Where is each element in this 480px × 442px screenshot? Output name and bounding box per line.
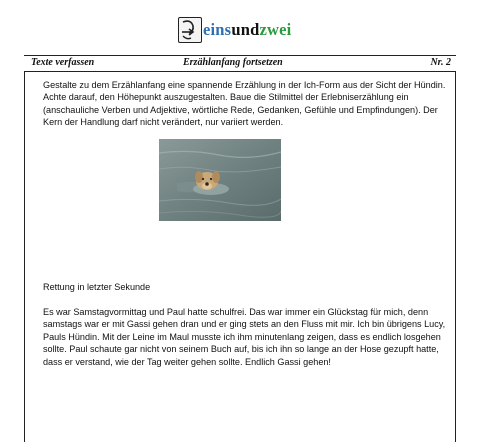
- logo: [178, 16, 291, 44]
- worksheet-header: [31, 57, 451, 71]
- story-text: Es war Samstagvormittag und Paul hatte schulfrei. Das war immer ein Glückstag für mich, denn samstags war er mit Gassi gehen dran und er ging stets an den Fluss mit mir. Ich bin übrigens Lucy, Pauls Hündin. Mit der Leine im Maul musste ich ihm minutenlang zeigen, dass es endlich losgehen sollte. Paul schaute gar nicht von seinem Buch auf, bis ich ihn so lange an der Hose gezupft hatte, dass er verstand, wie der Tag weiter gehen sollte. Endlich Gassi gehen!: [43, 307, 446, 367]
- worksheet-number: Nr. 2: [430, 57, 451, 68]
- worksheet-title: Erzählanfang fortsetzen: [183, 57, 283, 68]
- logo-text: einsundzwei: [203, 19, 292, 39]
- task-instructions: Gestalte zu dem Erzählanfang eine spannende Erzählung in der Ich-Form aus der Sicht der Hündin. Achte darauf, den Höhepunkt auszugestalten. Baue die Stilmittel der Erlebniserzählung ein (anschauliche Verben und Adjektive, wörtliche Rede, Gedanken, Gefühle und Empfindungen). Der Kern der Handlung darf nicht verändert, nur variiert werden.: [43, 80, 446, 128]
- subject-label: Texte verfassen: [31, 57, 95, 68]
- header-top-rule: [24, 55, 456, 56]
- ear-arrow-icon: [178, 17, 202, 43]
- story-title: Rettung in letzter Sekunde: [43, 282, 151, 292]
- swimming-dog-photo: [159, 139, 281, 221]
